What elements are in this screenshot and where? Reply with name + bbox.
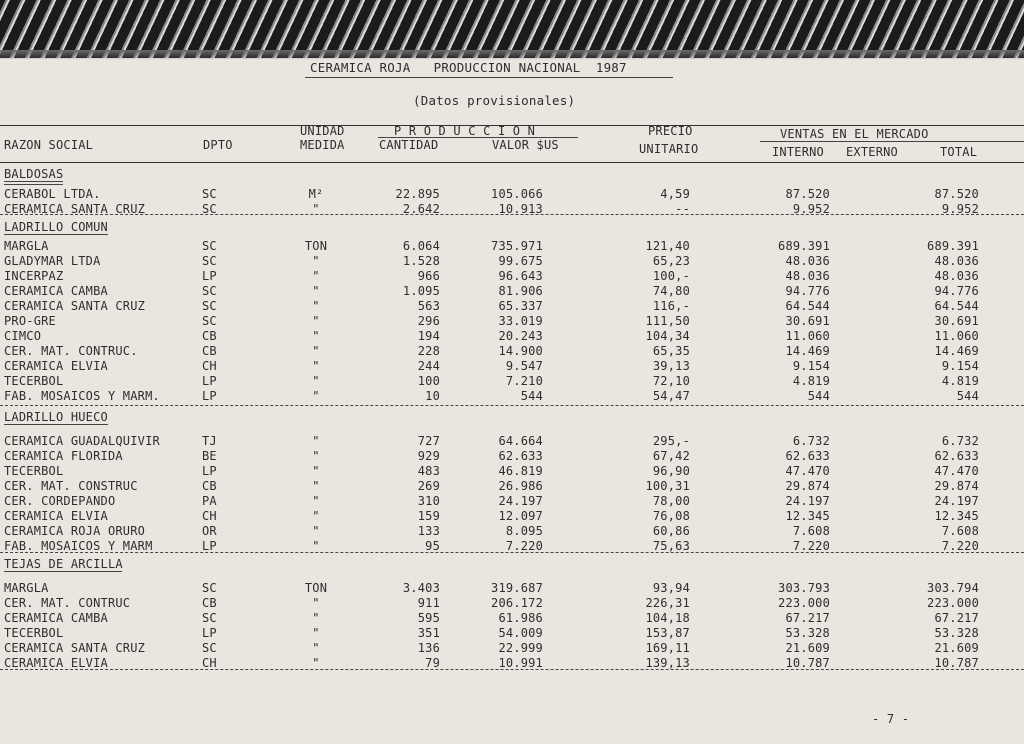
cell-razon: CER. CORDEPANDO	[4, 494, 116, 508]
cell-cantidad: 244	[417, 359, 440, 373]
cell-interno: 53.328	[785, 626, 830, 640]
cell-total: 48.036	[934, 254, 979, 268]
cell-unidad: TON	[304, 581, 328, 595]
header-precio: PRECIO	[648, 124, 693, 138]
cell-dpto: SC	[202, 202, 217, 216]
cell-dpto: SC	[202, 239, 217, 253]
cell-total: 48.036	[934, 269, 979, 283]
cell-unidad: "	[312, 494, 320, 508]
header-medida: MEDIDA	[300, 138, 345, 152]
section-title: LADRILLO COMUN	[4, 220, 108, 234]
cell-interno: 7.220	[792, 539, 830, 553]
cell-unidad: "	[312, 434, 320, 448]
section-separator	[0, 669, 1024, 670]
cell-interno: 47.470	[785, 464, 830, 478]
cell-cantidad: 351	[417, 626, 440, 640]
cell-precio: 104,34	[645, 329, 690, 343]
cell-cantidad: 10	[425, 389, 440, 403]
cell-precio: 96,90	[652, 464, 690, 478]
cell-dpto: CH	[202, 656, 217, 670]
cell-cantidad: 310	[417, 494, 440, 508]
cell-dpto: LP	[202, 389, 217, 403]
section-separator	[0, 214, 1024, 215]
cell-precio: 226,31	[645, 596, 690, 610]
cell-dpto: PA	[202, 494, 217, 508]
section-separator	[0, 405, 1024, 406]
cell-razon: CERAMICA SANTA CRUZ	[4, 641, 146, 655]
cell-razon: PRO-GRE	[4, 314, 56, 328]
cell-total: 21.609	[934, 641, 979, 655]
section-title-underline	[4, 571, 122, 572]
cell-interno: 48.036	[785, 269, 830, 283]
cell-unidad: "	[312, 299, 320, 313]
cell-interno: 689.391	[778, 239, 830, 253]
cell-unidad: "	[312, 464, 320, 478]
cell-unidad: "	[312, 269, 320, 283]
cell-total: 9.952	[941, 202, 979, 216]
cell-precio: 67,42	[652, 449, 690, 463]
header-produccion: P R O D U C C I O N	[394, 124, 536, 138]
cell-interno: 21.609	[785, 641, 830, 655]
cell-interno: 303.793	[778, 581, 830, 595]
cell-dpto: SC	[202, 641, 217, 655]
cell-interno: 94.776	[785, 284, 830, 298]
cell-unidad: "	[312, 641, 320, 655]
section-title-underline	[4, 424, 108, 425]
header-externo: EXTERNO	[846, 145, 898, 159]
cell-razon: CERAMICA SANTA CRUZ	[4, 202, 146, 216]
cell-precio: 153,87	[645, 626, 690, 640]
cell-precio: 104,18	[645, 611, 690, 625]
cell-total: 53.328	[934, 626, 979, 640]
cell-interno: 4.819	[792, 374, 830, 388]
cell-unidad: "	[312, 611, 320, 625]
cell-interno: 9.154	[792, 359, 830, 373]
cell-precio: 72,10	[652, 374, 690, 388]
cell-unidad: TON	[304, 239, 328, 253]
cell-total: 544	[956, 389, 979, 403]
cell-interno: 14.469	[785, 344, 830, 358]
cell-razon: FAB. MOSAICOS Y MARM	[4, 539, 153, 553]
cell-total: 7.608	[941, 524, 979, 538]
cell-interno: 67.217	[785, 611, 830, 625]
cell-dpto: SC	[202, 299, 217, 313]
cell-razon: CERABOL LTDA.	[4, 187, 101, 201]
header-bottom-rule	[0, 162, 1024, 163]
cell-razon: CERAMICA FLORIDA	[4, 449, 123, 463]
cell-valor: 7.210	[505, 374, 543, 388]
cell-valor: 105.066	[491, 187, 543, 201]
cell-interno: 62.633	[785, 449, 830, 463]
cell-cantidad: 269	[417, 479, 440, 493]
cell-cantidad: 133	[417, 524, 440, 538]
cell-cantidad: 100	[417, 374, 440, 388]
header-valor: VALOR $US	[492, 138, 559, 152]
cell-cantidad: 136	[417, 641, 440, 655]
section-title-underline	[4, 181, 63, 182]
cell-razon: CERAMICA ELVIA	[4, 509, 108, 523]
cell-interno: 87.520	[785, 187, 830, 201]
cell-total: 689.391	[927, 239, 979, 253]
cell-precio: 100,31	[645, 479, 690, 493]
cell-precio: 76,08	[652, 509, 690, 523]
cell-dpto: CB	[202, 329, 217, 343]
cell-valor: 65.337	[498, 299, 543, 313]
cell-dpto: CB	[202, 479, 217, 493]
cell-razon: MARGLA	[4, 581, 49, 595]
section-title-double-underline	[4, 184, 63, 185]
cell-valor: 96.643	[498, 269, 543, 283]
cell-valor: 10.913	[498, 202, 543, 216]
cell-interno: 48.036	[785, 254, 830, 268]
cell-dpto: LP	[202, 539, 217, 553]
cell-cantidad: 911	[417, 596, 440, 610]
cell-interno: 7.608	[792, 524, 830, 538]
page-title: CERAMICA ROJA PRODUCCION NACIONAL 1987	[310, 60, 627, 75]
cell-cantidad: 194	[417, 329, 440, 343]
cell-dpto: BE	[202, 449, 217, 463]
cell-interno: 10.787	[785, 656, 830, 670]
cell-interno: 24.197	[785, 494, 830, 508]
cell-unidad: "	[312, 254, 320, 268]
cell-razon: TECERBOL	[4, 374, 64, 388]
cell-precio: 78,00	[652, 494, 690, 508]
cell-unidad: "	[312, 479, 320, 493]
cell-unidad: "	[312, 524, 320, 538]
cell-precio: 74,80	[652, 284, 690, 298]
cell-precio: --	[675, 202, 690, 216]
cell-dpto: SC	[202, 581, 217, 595]
cell-interno: 30.691	[785, 314, 830, 328]
cell-valor: 7.220	[505, 539, 543, 553]
cell-unidad: "	[312, 329, 320, 343]
cell-total: 24.197	[934, 494, 979, 508]
cell-valor: 24.197	[498, 494, 543, 508]
header-dpto: DPTO	[203, 138, 233, 152]
cell-razon: CERAMICA SANTA CRUZ	[4, 299, 146, 313]
cell-razon: CERAMICA ROJA ORURO	[4, 524, 146, 538]
cell-total: 64.544	[934, 299, 979, 313]
cell-razon: MARGLA	[4, 239, 49, 253]
cell-valor: 99.675	[498, 254, 543, 268]
cell-interno: 9.952	[792, 202, 830, 216]
header-unitario: UNITARIO	[639, 142, 699, 156]
cell-valor: 12.097	[498, 509, 543, 523]
cell-dpto: LP	[202, 626, 217, 640]
cell-interno: 64.544	[785, 299, 830, 313]
cell-cantidad: 95	[425, 539, 440, 553]
section-separator	[0, 552, 1024, 553]
cell-valor: 26.986	[498, 479, 543, 493]
cell-precio: 75,63	[652, 539, 690, 553]
cell-valor: 22.999	[498, 641, 543, 655]
cell-total: 14.469	[934, 344, 979, 358]
cell-razon: CERAMICA CAMBA	[4, 284, 108, 298]
cell-cantidad: 228	[417, 344, 440, 358]
cell-unidad: "	[312, 596, 320, 610]
cell-interno: 223.000	[778, 596, 830, 610]
cell-razon: CIMCO	[4, 329, 42, 343]
cell-precio: 4,59	[660, 187, 690, 201]
cell-cantidad: 727	[417, 434, 440, 448]
section-title: LADRILLO HUECO	[4, 410, 108, 424]
cell-total: 6.732	[941, 434, 979, 448]
cell-cantidad: 2.642	[402, 202, 440, 216]
cell-valor: 62.633	[498, 449, 543, 463]
cell-precio: 93,94	[652, 581, 690, 595]
cell-razon: GLADYMAR LTDA	[4, 254, 101, 268]
cell-cantidad: 6.064	[402, 239, 440, 253]
cell-valor: 64.664	[498, 434, 543, 448]
cell-valor: 10.991	[498, 656, 543, 670]
cell-total: 87.520	[934, 187, 979, 201]
cell-valor: 206.172	[491, 596, 543, 610]
cell-total: 12.345	[934, 509, 979, 523]
cell-precio: 139,13	[645, 656, 690, 670]
header-unidad: UNIDAD	[300, 124, 345, 138]
cell-precio: 65,23	[652, 254, 690, 268]
cell-razon: FAB. MOSAICOS Y MARM.	[4, 389, 160, 403]
cell-total: 7.220	[941, 539, 979, 553]
cell-precio: 65,35	[652, 344, 690, 358]
cell-interno: 544	[807, 389, 830, 403]
cell-cantidad: 929	[417, 449, 440, 463]
cell-total: 9.154	[941, 359, 979, 373]
cell-dpto: SC	[202, 611, 217, 625]
cell-razon: CERAMICA ELVIA	[4, 359, 108, 373]
header-interno: INTERNO	[772, 145, 824, 159]
header-cantidad: CANTIDAD	[379, 138, 439, 152]
cell-valor: 33.019	[498, 314, 543, 328]
cell-razon: TECERBOL	[4, 464, 64, 478]
cell-razon: CERAMICA ELVIA	[4, 656, 108, 670]
cell-valor: 9.547	[505, 359, 543, 373]
cell-precio: 39,13	[652, 359, 690, 373]
section-title: BALDOSAS	[4, 167, 64, 181]
cell-precio: 169,11	[645, 641, 690, 655]
cell-unidad: "	[312, 626, 320, 640]
cell-dpto: LP	[202, 464, 217, 478]
cell-unidad: "	[312, 389, 320, 403]
cell-dpto: SC	[202, 284, 217, 298]
section-title-underline	[4, 234, 108, 235]
cell-valor: 8.095	[505, 524, 543, 538]
cell-razon: CERAMICA GUADALQUIVIR	[4, 434, 160, 448]
cell-interno: 12.345	[785, 509, 830, 523]
cell-precio: 111,50	[645, 314, 690, 328]
cell-dpto: CB	[202, 596, 217, 610]
cell-cantidad: 296	[417, 314, 440, 328]
cell-precio: 60,86	[652, 524, 690, 538]
section-title: TEJAS DE ARCILLA	[4, 557, 123, 571]
cell-total: 30.691	[934, 314, 979, 328]
cell-valor: 544	[520, 389, 543, 403]
cell-total: 10.787	[934, 656, 979, 670]
cell-precio: 121,40	[645, 239, 690, 253]
cell-total: 223.000	[927, 596, 979, 610]
cell-cantidad: 79	[425, 656, 440, 670]
cell-cantidad: 595	[417, 611, 440, 625]
cell-valor: 735.971	[491, 239, 543, 253]
cell-unidad: "	[312, 449, 320, 463]
cell-dpto: SC	[202, 187, 217, 201]
cell-cantidad: 563	[417, 299, 440, 313]
cell-dpto: LP	[202, 269, 217, 283]
cell-dpto: TJ	[202, 434, 217, 448]
cell-unidad: "	[312, 539, 320, 553]
header-ventas: VENTAS EN EL MERCADO	[780, 127, 929, 141]
cell-valor: 81.906	[498, 284, 543, 298]
header-total: TOTAL	[940, 145, 978, 159]
cell-unidad: "	[312, 284, 320, 298]
cell-dpto: CB	[202, 344, 217, 358]
cell-razon: TECERBOL	[4, 626, 64, 640]
cell-total: 94.776	[934, 284, 979, 298]
document-page	[0, 58, 1024, 744]
cell-valor: 54.009	[498, 626, 543, 640]
cell-unidad: "	[312, 509, 320, 523]
cell-unidad: "	[312, 374, 320, 388]
page-subtitle: (Datos provisionales)	[413, 93, 576, 108]
cell-total: 67.217	[934, 611, 979, 625]
cell-unidad: "	[312, 359, 320, 373]
cell-total: 47.470	[934, 464, 979, 478]
cell-unidad: "	[312, 314, 320, 328]
cell-total: 303.794	[927, 581, 979, 595]
cell-precio: 100,-	[652, 269, 690, 283]
cell-unidad: "	[312, 344, 320, 358]
cell-valor: 14.900	[498, 344, 543, 358]
cell-cantidad: 3.403	[402, 581, 440, 595]
cell-dpto: LP	[202, 374, 217, 388]
cell-razon: CERAMICA CAMBA	[4, 611, 108, 625]
cell-total: 11.060	[934, 329, 979, 343]
cell-precio: 116,-	[652, 299, 690, 313]
cell-total: 4.819	[941, 374, 979, 388]
cell-razon: CER. MAT. CONSTRUC	[4, 479, 138, 493]
cell-cantidad: 966	[417, 269, 440, 283]
cell-valor: 46.819	[498, 464, 543, 478]
cell-dpto: OR	[202, 524, 217, 538]
cell-interno: 29.874	[785, 479, 830, 493]
cell-razon: INCERPAZ	[4, 269, 64, 283]
cell-valor: 61.986	[498, 611, 543, 625]
cell-dpto: SC	[202, 254, 217, 268]
cell-cantidad: 1.528	[402, 254, 440, 268]
cell-cantidad: 22.895	[395, 187, 440, 201]
ventas-rule	[760, 141, 1024, 142]
cell-dpto: CH	[202, 359, 217, 373]
cell-dpto: SC	[202, 314, 217, 328]
cell-valor: 319.687	[491, 581, 543, 595]
cell-total: 29.874	[934, 479, 979, 493]
cell-interno: 11.060	[785, 329, 830, 343]
cell-precio: 54,47	[652, 389, 690, 403]
cell-precio: 295,-	[652, 434, 690, 448]
page-number: - 7 -	[872, 712, 910, 726]
cell-cantidad: 1.095	[402, 284, 440, 298]
cell-razon: CER. MAT. CONTRUC.	[4, 344, 138, 358]
cell-cantidad: 159	[417, 509, 440, 523]
cell-unidad: "	[312, 202, 320, 216]
header-razon-social: RAZON SOCIAL	[4, 138, 94, 152]
cell-unidad: M²	[308, 187, 324, 201]
cell-valor: 20.243	[498, 329, 543, 343]
cell-total: 62.633	[934, 449, 979, 463]
cell-dpto: CH	[202, 509, 217, 523]
cell-cantidad: 483	[417, 464, 440, 478]
title-underline	[305, 77, 673, 78]
cell-interno: 6.732	[792, 434, 830, 448]
cell-razon: CER. MAT. CONTRUC	[4, 596, 131, 610]
cell-unidad: "	[312, 656, 320, 670]
